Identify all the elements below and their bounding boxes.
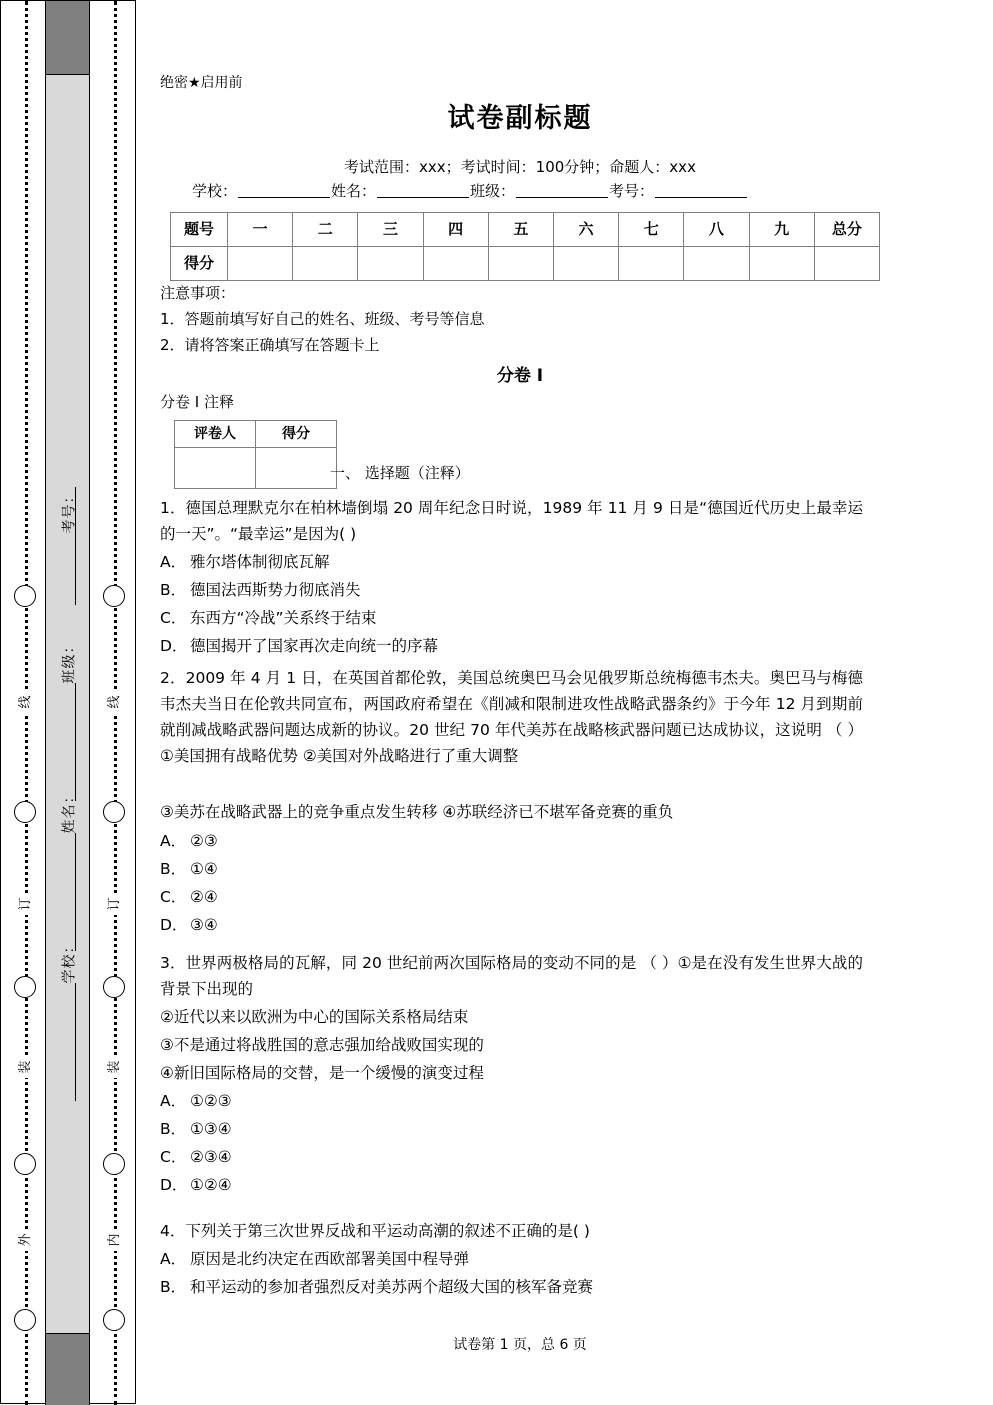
score-table-col-4: 四 [423, 213, 488, 247]
seal-mark-outer: 外 [15, 1229, 37, 1251]
seal-cap-bottom [46, 1333, 89, 1405]
question-3-option-a[interactable] [160, 1088, 232, 1114]
secret-notice: 绝密★启用前 [160, 75, 243, 91]
question-text: 世界两极格局的瓦解，同 20 世纪前两次国际格局的变动不同的是 （ ）①是在没有发生世界大战的背景下出现的 [160, 954, 863, 998]
score-table-col-5: 五 [488, 213, 553, 247]
option-letter: A． [160, 1092, 187, 1110]
score-table-col-total: 总分 [814, 213, 879, 247]
option-text: ②④ [190, 888, 218, 906]
grader-score-table [174, 420, 337, 489]
grader-header-score: 得分 [256, 421, 337, 448]
grader-cell-reviewer[interactable] [175, 448, 256, 489]
option-text: 德国法西斯势力彻底消失 [190, 581, 361, 599]
option-text: ②③④ [190, 1148, 232, 1166]
question-4-option-a[interactable] [160, 1246, 469, 1272]
option-letter: D． [160, 1176, 188, 1194]
field-blank-class[interactable] [516, 197, 608, 198]
notice-title: 注意事项： [160, 284, 236, 302]
question-1-option-d[interactable] [160, 633, 438, 659]
seal-field-label: 姓名： [61, 788, 78, 834]
page-footer: 试卷第 1 页，总 6 页 [453, 1337, 587, 1353]
option-text: ②③ [190, 832, 218, 850]
seal-circle-icon [103, 976, 125, 998]
seal-dotted-line-left [19, 1, 33, 1405]
option-text: ①③④ [190, 1120, 232, 1138]
option-letter: C． [160, 1148, 187, 1166]
seal-dotted-line-right [108, 1, 122, 1405]
score-table-col-3: 三 [358, 213, 423, 247]
score-cell[interactable] [619, 247, 684, 281]
question-3-stem-line-3: ③不是通过将战胜国的意志强加给战败国实现的 [160, 1036, 484, 1054]
option-text: ①④ [190, 860, 218, 878]
score-summary-table [170, 212, 880, 281]
option-text: 和平运动的参加者强烈反对美苏两个超级大国的核军备竞赛 [190, 1278, 594, 1296]
seal-circle-icon [103, 1153, 125, 1175]
score-cell[interactable] [814, 247, 879, 281]
option-letter: A． [160, 1250, 187, 1268]
question-number: 2． [160, 669, 186, 687]
seal-cap-top [46, 1, 89, 75]
seal-circle-icon [14, 976, 36, 998]
question-4-option-b[interactable] [160, 1274, 593, 1300]
question-text: 德国总理默克尔在柏林墙倒塌 20 周年纪念日时说，1989 年 11 月 9 日是“德国近代历史上最幸运的一天”。“最幸运”是因为( ) [160, 499, 863, 543]
option-text: 德国揭开了国家再次走向统一的序幕 [190, 637, 439, 655]
score-table-row-header: 得分 [171, 247, 228, 281]
sealing-margin [0, 0, 136, 1404]
seal-circle-icon [14, 585, 36, 607]
table-row [171, 213, 880, 247]
field-blank-name[interactable] [377, 197, 469, 198]
seal-mark-ding: 订 [104, 893, 126, 915]
seal-field-underline [75, 983, 76, 1101]
question-1-option-c[interactable] [160, 605, 377, 631]
question-number: 3． [160, 954, 186, 972]
table-row [175, 448, 337, 489]
question-3-option-b[interactable] [160, 1116, 232, 1142]
score-table-col-1: 一 [228, 213, 293, 247]
field-label-name: 姓名： [331, 182, 377, 200]
seal-field-label: 学校： [61, 938, 78, 984]
option-text: 东西方“冷战”关系终于结束 [190, 609, 377, 627]
question-2-stem [160, 665, 863, 769]
field-label-examno: 考号： [609, 182, 655, 200]
question-2-option-b[interactable] [160, 856, 218, 882]
seal-mark-xian: 线 [104, 691, 126, 713]
seal-circle-icon [14, 1153, 36, 1175]
seal-circle-icon [14, 1309, 36, 1331]
question-1-stem [160, 495, 863, 547]
question-number: 4． [160, 1222, 186, 1240]
score-cell[interactable] [749, 247, 814, 281]
question-2-option-d[interactable] [160, 912, 218, 938]
option-text: ③④ [190, 916, 218, 934]
seal-field-underline [75, 683, 76, 801]
table-row [175, 421, 337, 448]
option-letter: A． [160, 832, 187, 850]
seal-mark-zhuang: 装 [15, 1056, 37, 1078]
student-info-row [192, 184, 880, 199]
option-letter: A． [160, 553, 187, 571]
seal-mark-ding: 订 [15, 893, 37, 915]
option-letter: D． [160, 637, 188, 655]
question-text: 下列关于第三次世界反战和平运动高潮的叙述不正确的是( ) [185, 1222, 590, 1240]
question-3-stem-line-2: ②近代以来以欧洲为中心的国际关系格局结束 [160, 1008, 469, 1026]
question-4-stem [160, 1218, 863, 1244]
option-letter: B． [160, 581, 187, 599]
option-text: ①②③ [190, 1092, 232, 1110]
grader-header-reviewer: 评卷人 [175, 421, 256, 448]
option-text: ①②④ [190, 1176, 232, 1194]
question-3-stem-line-4: ④新旧国际格局的交替，是一个缓慢的演变过程 [160, 1064, 484, 1082]
notice-item-2: 2．请将答案正确填写在答题卡上 [160, 336, 380, 354]
score-table-col-9: 九 [749, 213, 814, 247]
option-letter: D． [160, 916, 188, 934]
seal-circle-icon [103, 585, 125, 607]
option-letter: C． [160, 888, 187, 906]
option-letter: C． [160, 609, 187, 627]
seal-mark-xian: 线 [15, 691, 37, 713]
score-cell[interactable] [228, 247, 293, 281]
score-table-col-6: 六 [553, 213, 618, 247]
score-cell[interactable] [358, 247, 423, 281]
question-text: 2009 年 4 月 1 日，在英国首都伦敦，美国总统奥巴马会见俄罗斯总统梅德韦杰夫。奥巴马与梅德韦杰夫当日在伦敦共同宣布，两国政府希望在《削减和限制进攻性战略武器条约》于今年 12 月到期前就削减战略武器问题达成新的协议。20 世纪 70 年代美苏在战略核武器问题已达成协议，这说明 （ ） ①美国拥有战略优势 ②美国对外战略进行了重大调整 [160, 669, 863, 765]
question-2-stem-extra: ③美苏在战略武器上的竞争重点发生转移 ④苏联经济已不堪军备竞赛的重负 [160, 803, 674, 821]
score-cell[interactable] [684, 247, 749, 281]
option-letter: B． [160, 1120, 187, 1138]
section-heading: 一、 选择题（注释） [330, 464, 470, 482]
seal-mark-inner: 内 [104, 1229, 126, 1251]
score-table-col-2: 二 [293, 213, 358, 247]
exam-page [160, 0, 880, 1404]
question-2-option-c[interactable] [160, 884, 218, 910]
option-letter: B． [160, 1278, 187, 1296]
seal-field-underline [75, 833, 76, 951]
option-letter: B． [160, 860, 187, 878]
part-note: 分卷 I 注释 [160, 393, 234, 411]
seal-field-label: 班级： [61, 638, 78, 684]
question-1-option-b[interactable] [160, 577, 361, 603]
question-2-option-a[interactable] [160, 828, 218, 854]
field-blank-examno[interactable] [655, 197, 747, 198]
seal-mark-zhuang: 装 [104, 1056, 126, 1078]
seal-circle-icon [14, 801, 36, 823]
seal-field-label: 考号： [61, 488, 78, 534]
option-text: 雅尔塔体制彻底瓦解 [190, 553, 330, 571]
seal-field-banji[interactable] [46, 638, 91, 684]
question-3-option-d[interactable] [160, 1172, 232, 1198]
exam-meta: 考试范围：xxx；考试时间：100分钟；命题人：xxx [344, 158, 696, 176]
seal-field-xingming[interactable] [46, 788, 91, 834]
score-table-col-8: 八 [684, 213, 749, 247]
part-title: 分卷 I [496, 366, 544, 386]
seal-field-underline [75, 487, 76, 605]
question-3-stem [160, 950, 863, 1002]
score-cell[interactable] [553, 247, 618, 281]
field-label-class: 班级： [470, 182, 516, 200]
table-row [171, 247, 880, 281]
question-3-option-c[interactable] [160, 1144, 232, 1170]
field-blank-school[interactable] [238, 197, 330, 198]
seal-info-strip [45, 1, 90, 1405]
page-title: 试卷副标题 [447, 103, 593, 134]
score-cell[interactable] [488, 247, 553, 281]
seal-circle-icon [103, 1309, 125, 1331]
seal-circle-icon [103, 801, 125, 823]
seal-field-xuexiao[interactable] [46, 938, 91, 984]
score-cell[interactable] [293, 247, 358, 281]
score-cell[interactable] [423, 247, 488, 281]
grader-cell-score[interactable] [256, 448, 337, 489]
question-1-option-a[interactable] [160, 549, 330, 575]
field-label-school: 学校： [192, 182, 238, 200]
question-number: 1． [160, 499, 186, 517]
option-text: 原因是北约决定在西欧部署美国中程导弹 [190, 1250, 470, 1268]
score-table-col-7: 七 [619, 213, 684, 247]
score-table-row-header: 题号 [171, 213, 228, 247]
seal-field-kaohao[interactable] [46, 488, 91, 534]
notice-item-1: 1．答题前填写好自己的姓名、班级、考号等信息 [160, 310, 485, 328]
